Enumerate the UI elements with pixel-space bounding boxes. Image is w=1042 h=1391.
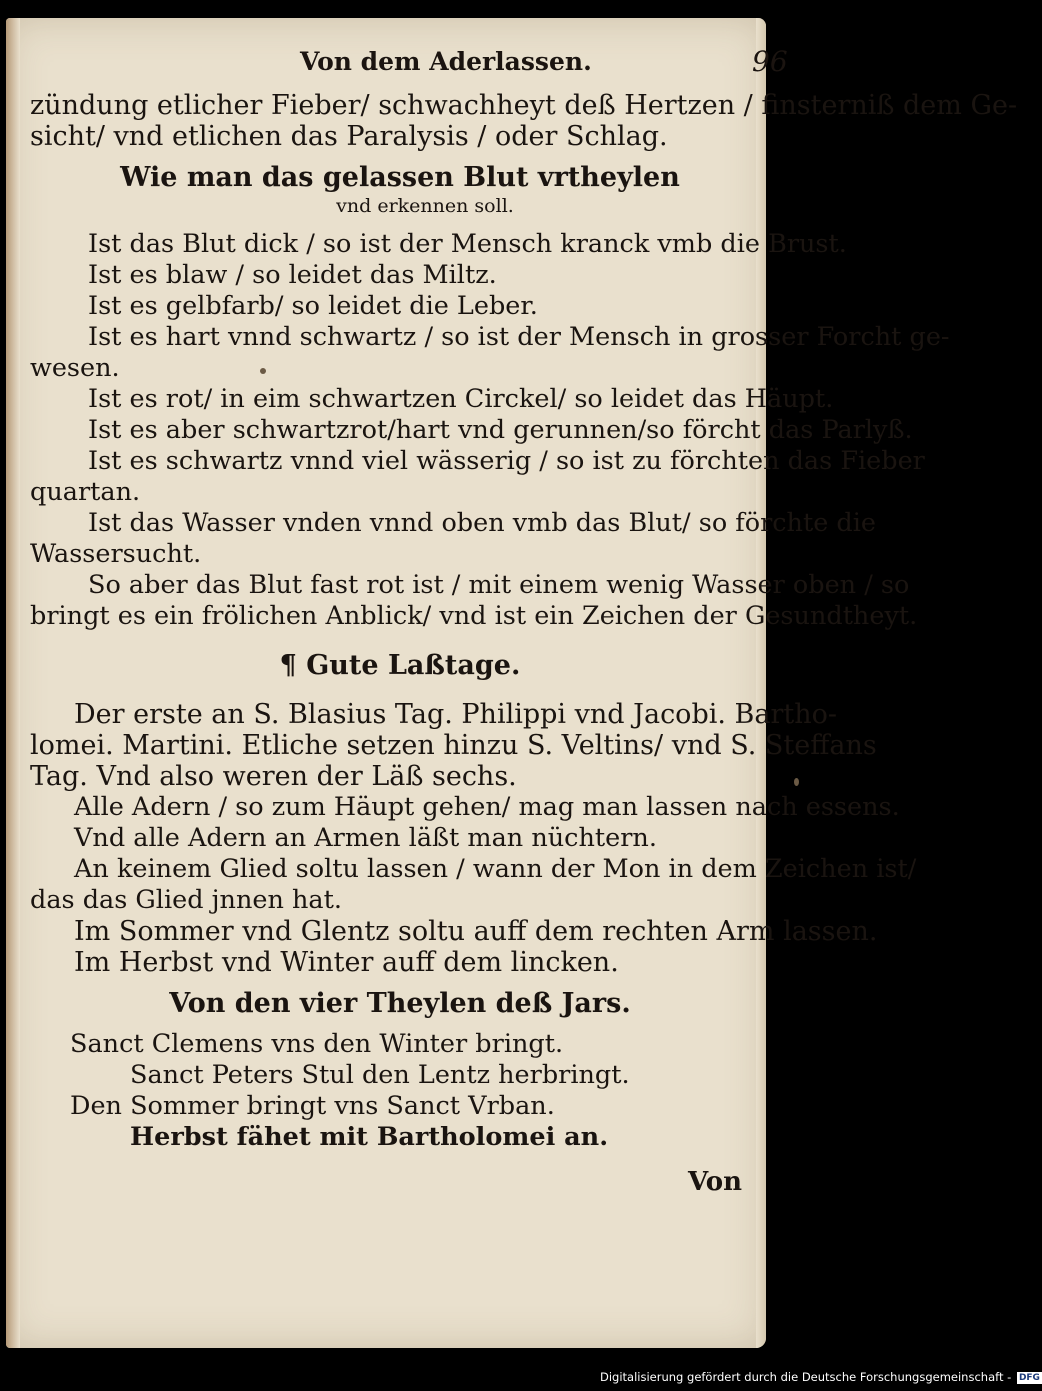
text-line: Vnd alle Adern an Armen läßt man nüchtern. bbox=[74, 823, 657, 853]
text-line: zündung etlicher Fieber/ schwachheyt deß Hertzen / finsterniß dem Ge- bbox=[30, 90, 1018, 121]
text-line: Ist es schwartz vnnd viel wässerig / so ist zu förchten das Fieber bbox=[88, 446, 925, 476]
verse-line: Herbst fähet mit Bartholomei an. bbox=[130, 1122, 609, 1152]
text-line: quartan. bbox=[30, 477, 141, 507]
verse-line: Den Sommer bringt vns Sanct Vrban. bbox=[70, 1091, 555, 1121]
text-line: Im Herbst vnd Winter auff dem lincken. bbox=[74, 947, 619, 978]
text-line: So aber das Blut fast rot ist / mit einem wenig Wasser oben / so bbox=[88, 570, 910, 600]
text-line: lomei. Martini. Etliche setzen hinzu S. Veltins/ vnd S. Steffans bbox=[30, 730, 877, 761]
text-line: Ist es hart vnnd schwartz / so ist der Mensch in grosser Forcht ge- bbox=[88, 322, 950, 352]
text-line: Tag. Vnd also weren der Läß sechs. bbox=[30, 761, 517, 792]
catchword: Von bbox=[688, 1167, 743, 1197]
text-line: das das Glied jnnen hat. bbox=[30, 885, 342, 915]
text-line: Ist das Blut dick / so ist der Mensch kranck vmb die Brust. bbox=[88, 229, 847, 259]
dfg-logo: DFG bbox=[1018, 1372, 1040, 1383]
text-line: Ist es aber schwartzrot/hart vnd gerunnen/so förcht das Parlyß. bbox=[88, 415, 913, 445]
text-line: Der erste an S. Blasius Tag. Philippi vnd Jacobi. Bartho- bbox=[74, 699, 837, 730]
text-line: bringt es ein frölichen Anblick/ vnd ist ein Zeichen der Gesundtheyt. bbox=[30, 601, 918, 631]
verse-line: Sanct Peters Stul den Lentz herbringt. bbox=[130, 1060, 630, 1090]
text-line: sicht/ vnd etlichen das Paralysis / oder Schlag. bbox=[30, 121, 668, 152]
page-body bbox=[30, 90, 1018, 1153]
text-line: wesen. bbox=[30, 353, 120, 383]
verse-line: Sanct Clemens vns den Winter bringt. bbox=[70, 1029, 564, 1059]
ink-stain bbox=[794, 778, 799, 786]
text-line: Im Sommer vnd Glentz soltu auff dem rechten Arm lassen. bbox=[74, 916, 878, 947]
page-number: 96 bbox=[752, 45, 788, 78]
section-heading: ¶ Gute Laßtage. bbox=[279, 650, 521, 681]
text-line: Ist das Wasser vnden vnnd oben vmb das Blut/ so förchte die bbox=[88, 508, 876, 538]
page-spine-shadow bbox=[6, 18, 20, 1348]
running-head: Von dem Aderlassen. bbox=[300, 47, 592, 76]
text-line: Alle Adern / so zum Häupt gehen/ mag man lassen nach essens. bbox=[74, 792, 900, 822]
text-line: Ist es gelbfarb/ so leidet die Leber. bbox=[88, 291, 538, 321]
text-line: Ist es rot/ in eim schwartzen Circkel/ so leidet das Häupt. bbox=[88, 384, 834, 414]
text-line: Wassersucht. bbox=[30, 539, 202, 569]
section-heading: Wie man das gelassen Blut vrtheylen bbox=[120, 162, 680, 193]
section-heading: Von den vier Theylen deß Jars. bbox=[169, 988, 631, 1019]
page-header bbox=[0, 45, 1000, 81]
credit-text: Digitalisierung gefördert durch die Deutsche Forschungsgemeinschaft - bbox=[600, 1370, 1012, 1384]
digitization-credit bbox=[600, 1370, 1042, 1384]
text-line: Ist es blaw / so leidet das Miltz. bbox=[88, 260, 497, 290]
text-line: An keinem Glied soltu lassen / wann der Mon in dem Zeichen ist/ bbox=[74, 854, 917, 884]
section-subheading: vnd erkennen soll. bbox=[336, 195, 514, 217]
